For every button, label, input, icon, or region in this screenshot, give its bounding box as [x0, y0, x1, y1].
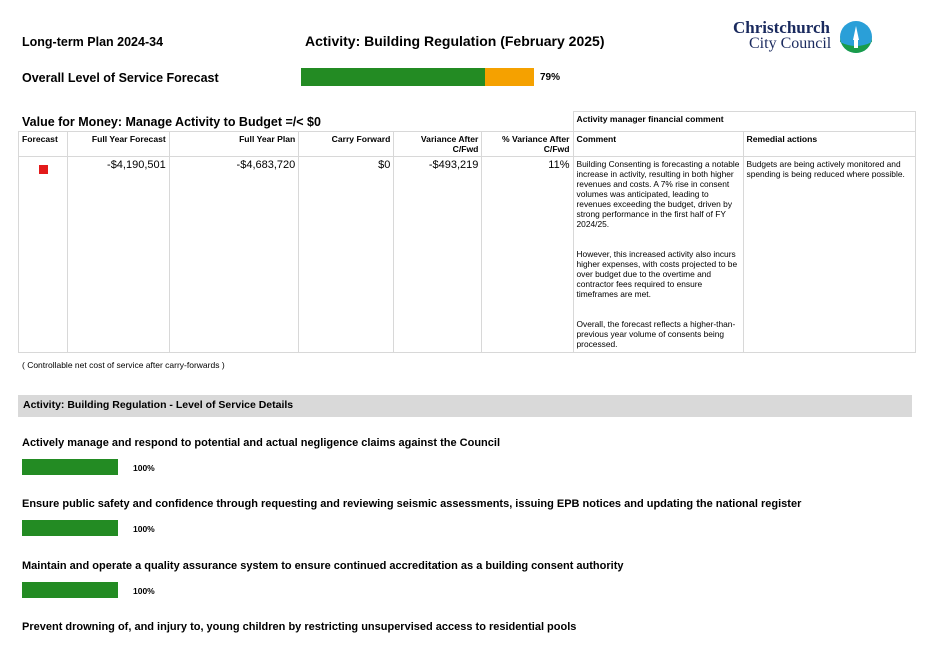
los-progress-percent: 100%	[133, 524, 155, 534]
los-progress-bar	[22, 459, 118, 475]
full-year-forecast-value: -$4,190,501	[67, 157, 169, 353]
carry-forward-value: $0	[299, 157, 394, 353]
value-for-money-title: Value for Money: Manage Activity to Budget =/< $0	[22, 115, 321, 129]
los-item	[22, 437, 922, 473]
council-logo	[733, 20, 873, 60]
los-item-title: Maintain and operate a quality assurance system to ensure continued accreditation as a building consent authority	[22, 560, 624, 572]
col-full-year-plan: Full Year Plan	[169, 132, 299, 157]
los-item-title: Actively manage and respond to potential and actual negligence claims against the Council	[22, 437, 500, 449]
plan-title: Long-term Plan 2024-34	[22, 35, 164, 49]
los-progress-bar	[22, 520, 118, 536]
logo-line2: City Council	[749, 35, 832, 52]
overall-forecast-percent: 79%	[540, 72, 561, 83]
col-comment: Comment	[573, 132, 743, 157]
col-pct-variance-after: % Variance After C/Fwd	[482, 132, 573, 157]
overall-forecast-label: Overall Level of Service Forecast	[22, 71, 219, 85]
los-item	[22, 498, 922, 534]
los-progress-percent: 100%	[133, 463, 155, 473]
forecast-status-indicator	[39, 165, 48, 174]
variance-after-value: -$493,219	[394, 157, 482, 353]
full-year-plan-value: -$4,683,720	[169, 157, 299, 353]
los-item-title: Ensure public safety and confidence through requesting and reviewing seismic assessments, issuing EPB notices and updating the national register	[22, 498, 802, 510]
los-progress-fill	[22, 582, 118, 598]
financial-table	[18, 111, 916, 353]
los-section-header	[18, 395, 912, 417]
col-variance-after: Variance After C/Fwd	[394, 132, 482, 157]
table-footnote: ( Controllable net cost of service after carry-forwards )	[22, 360, 225, 370]
col-carry-forward: Carry Forward	[299, 132, 394, 157]
col-remedial: Remedial actions	[743, 132, 915, 157]
los-item	[22, 621, 922, 633]
manager-comment-text: Building Consenting is forecasting a notable increase in activity, resulting in both higher revenues and costs. A 7% rise in consent volumes was anticipated, leading to revenues exceeding the budget, driven by strong performance in the first half of FY 2024/25. However, this increased activity also incurs higher expenses, with costs projected to be over budget due to the overtime and contractor fees required to ensure timeframes are met. Overall, the forecast reflects a higher-than-previous year volume of consents being processed.	[573, 157, 743, 353]
activity-title: Activity: Building Regulation (February 2025)	[305, 33, 605, 49]
manager-comment-heading: Activity manager financial comment	[573, 112, 915, 132]
los-progress-bar	[22, 582, 118, 598]
los-item-title: Prevent drowning of, and injury to, young children by restricting unsupervised access to residential pools	[22, 621, 577, 633]
los-item	[22, 560, 922, 596]
los-section-title: Activity: Building Regulation - Level of Service Details	[23, 399, 294, 411]
overall-forecast-bar	[301, 68, 534, 86]
col-forecast: Forecast	[19, 132, 68, 157]
los-progress-fill	[22, 459, 118, 475]
cathedral-logo-icon	[839, 20, 873, 54]
overall-forecast-fill	[301, 68, 485, 86]
logo-line1: Christchurch	[733, 18, 830, 37]
los-progress-percent: 100%	[133, 586, 155, 596]
remedial-actions-text: Budgets are being actively monitored and spending is being reduced where possible.	[743, 157, 915, 353]
table-row	[19, 157, 916, 353]
forecast-status-cell	[19, 157, 68, 353]
pct-variance-after-value: 11%	[482, 157, 573, 353]
los-progress-fill	[22, 520, 118, 536]
col-full-year-forecast: Full Year Forecast	[67, 132, 169, 157]
